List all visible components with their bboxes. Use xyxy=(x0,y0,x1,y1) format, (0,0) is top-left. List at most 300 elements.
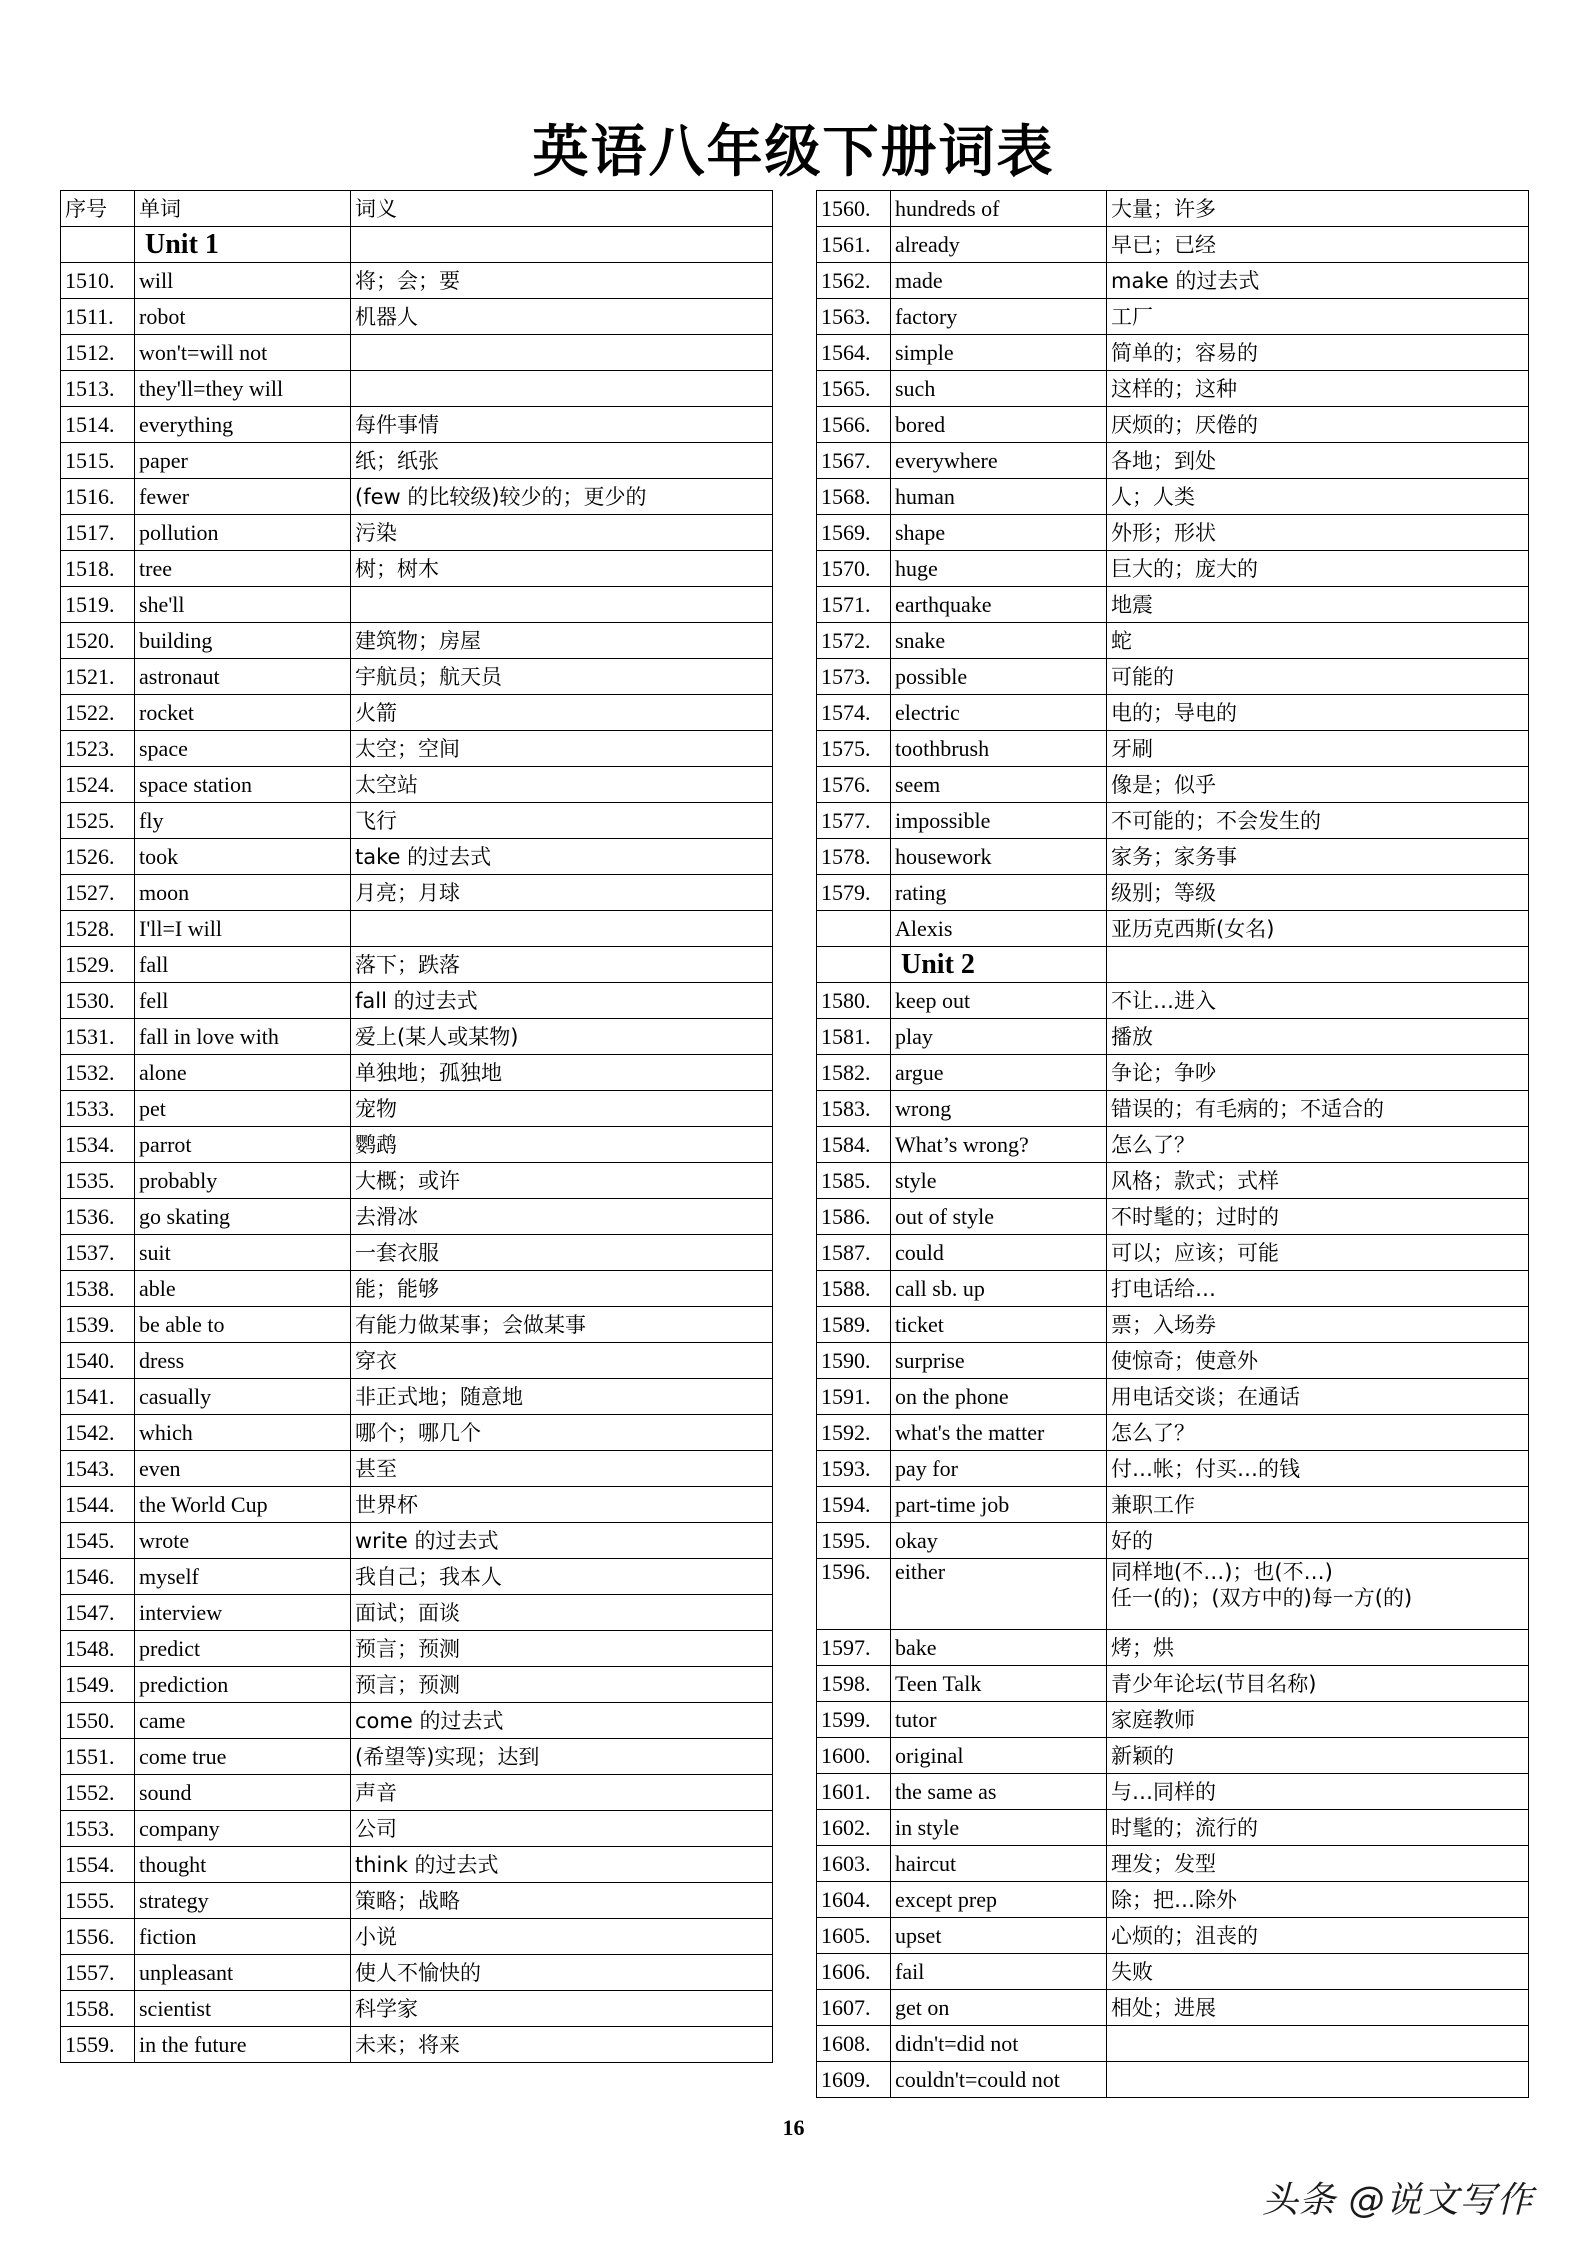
row-number: 1574. xyxy=(817,695,891,731)
table-row xyxy=(61,1703,773,1739)
row-number: 1600. xyxy=(817,1738,891,1774)
vocab-table-left xyxy=(60,190,773,2063)
table-row xyxy=(817,515,1529,551)
word-cell: come true xyxy=(135,1739,351,1775)
word-cell: out of style xyxy=(891,1199,1107,1235)
row-number: 1560. xyxy=(817,191,891,227)
table-row xyxy=(61,1739,773,1775)
row-number: 1587. xyxy=(817,1235,891,1271)
meaning-cell: 像是；似乎 xyxy=(1107,767,1529,803)
row-number: 1539. xyxy=(61,1307,135,1343)
row-number: 1553. xyxy=(61,1811,135,1847)
table-row xyxy=(817,1954,1529,1990)
meaning-cell: 月亮；月球 xyxy=(351,875,773,911)
row-number: 1581. xyxy=(817,1019,891,1055)
meaning-cell: 外形；形状 xyxy=(1107,515,1529,551)
row-number: 1524. xyxy=(61,767,135,803)
table-row xyxy=(61,947,773,983)
table-row xyxy=(817,1127,1529,1163)
meaning-cell: 宠物 xyxy=(351,1091,773,1127)
word-cell: seem xyxy=(891,767,1107,803)
meaning-cell: 用电话交谈；在通话 xyxy=(1107,1379,1529,1415)
word-cell: suit xyxy=(135,1235,351,1271)
unit-row xyxy=(817,947,1529,983)
row-number: 1529. xyxy=(61,947,135,983)
meaning-cell: 一套衣服 xyxy=(351,1235,773,1271)
meaning-cell: (希望等)实现；达到 xyxy=(351,1739,773,1775)
table-row xyxy=(61,299,773,335)
table-row xyxy=(817,1055,1529,1091)
table-row xyxy=(817,1163,1529,1199)
row-number: 1583. xyxy=(817,1091,891,1127)
row-number: 1545. xyxy=(61,1523,135,1559)
table-row xyxy=(817,1235,1529,1271)
word-cell: original xyxy=(891,1738,1107,1774)
table-row xyxy=(61,1883,773,1919)
header-cell: 序号 xyxy=(61,191,135,227)
word-cell: rocket xyxy=(135,695,351,731)
row-number: 1608. xyxy=(817,2026,891,2062)
row-number: 1556. xyxy=(61,1919,135,1955)
table-row xyxy=(61,1307,773,1343)
meaning-cell: 使人不愉快的 xyxy=(351,1955,773,1991)
row-number: 1536. xyxy=(61,1199,135,1235)
word-cell: in style xyxy=(891,1810,1107,1846)
table-row xyxy=(61,1919,773,1955)
table-row xyxy=(61,1271,773,1307)
page-title: 英语八年级下册词表 xyxy=(532,119,1055,185)
table-row xyxy=(61,1127,773,1163)
word-cell: style xyxy=(891,1163,1107,1199)
meaning-cell: 不时髦的；过时的 xyxy=(1107,1199,1529,1235)
table-row xyxy=(817,1451,1529,1487)
word-cell: wrong xyxy=(891,1091,1107,1127)
meaning-cell: 新颖的 xyxy=(1107,1738,1529,1774)
table-header-row xyxy=(61,191,773,227)
meaning-cell: 相处；进展 xyxy=(1107,1990,1529,2026)
header-cell: 单词 xyxy=(135,191,351,227)
table-row xyxy=(61,983,773,1019)
row-number: 1538. xyxy=(61,1271,135,1307)
table-row xyxy=(61,1667,773,1703)
table-row xyxy=(817,983,1529,1019)
row-number: 1525. xyxy=(61,803,135,839)
word-cell: in the future xyxy=(135,2027,351,2063)
meaning-cell: 播放 xyxy=(1107,1019,1529,1055)
table-row xyxy=(817,911,1529,947)
row-number: 1541. xyxy=(61,1379,135,1415)
meaning-cell: 能；能够 xyxy=(351,1271,773,1307)
meaning-cell: 怎么了？ xyxy=(1107,1415,1529,1451)
word-cell: couldn't=could not xyxy=(891,2062,1107,2098)
row-number: 1586. xyxy=(817,1199,891,1235)
table-row xyxy=(817,623,1529,659)
row-number: 1572. xyxy=(817,623,891,659)
row-number xyxy=(817,911,891,947)
table-row xyxy=(61,875,773,911)
row-number: 1571. xyxy=(817,587,891,623)
table-row xyxy=(817,299,1529,335)
table-row xyxy=(61,659,773,695)
table-row xyxy=(61,1199,773,1235)
word-cell: huge xyxy=(891,551,1107,587)
row-number: 1585. xyxy=(817,1163,891,1199)
row-number: 1599. xyxy=(817,1702,891,1738)
table-row xyxy=(61,407,773,443)
meaning-cell: 我自己；我本人 xyxy=(351,1559,773,1595)
row-number: 1520. xyxy=(61,623,135,659)
word-cell: they'll=they will xyxy=(135,371,351,407)
row-number: 1540. xyxy=(61,1343,135,1379)
table-row xyxy=(61,371,773,407)
meaning-cell: 巨大的；庞大的 xyxy=(1107,551,1529,587)
word-cell: such xyxy=(891,371,1107,407)
meaning-cell: 树；树木 xyxy=(351,551,773,587)
meaning-cell: 太空站 xyxy=(351,767,773,803)
word-cell: ticket xyxy=(891,1307,1107,1343)
table-row xyxy=(61,479,773,515)
table-row xyxy=(817,335,1529,371)
word-cell: paper xyxy=(135,443,351,479)
meaning-cell: 面试；面谈 xyxy=(351,1595,773,1631)
meaning-cell: 牙刷 xyxy=(1107,731,1529,767)
meaning-cell: 爱上(某人或某物) xyxy=(351,1019,773,1055)
table-row xyxy=(61,839,773,875)
table-row xyxy=(61,263,773,299)
table-row xyxy=(61,1451,773,1487)
meaning-cell: 火箭 xyxy=(351,695,773,731)
table-row xyxy=(61,1811,773,1847)
row-number: 1605. xyxy=(817,1918,891,1954)
table-row xyxy=(817,767,1529,803)
word-cell: prediction xyxy=(135,1667,351,1703)
table-row xyxy=(61,1991,773,2027)
meaning-cell: 工厂 xyxy=(1107,299,1529,335)
word-cell: toothbrush xyxy=(891,731,1107,767)
meaning-cell: 穿衣 xyxy=(351,1343,773,1379)
unit-row xyxy=(61,227,773,263)
row-number: 1523. xyxy=(61,731,135,767)
row-number: 1564. xyxy=(817,335,891,371)
meaning-cell xyxy=(1107,2026,1529,2062)
row-number: 1582. xyxy=(817,1055,891,1091)
row-number: 1555. xyxy=(61,1883,135,1919)
table-row xyxy=(61,1379,773,1415)
row-number: 1554. xyxy=(61,1847,135,1883)
meaning-cell: 错误的；有毛病的；不适合的 xyxy=(1107,1091,1529,1127)
meaning-cell: 厌烦的；厌倦的 xyxy=(1107,407,1529,443)
row-number xyxy=(61,227,135,263)
row-number: 1549. xyxy=(61,1667,135,1703)
meaning-cell: take 的过去式 xyxy=(351,839,773,875)
table-row xyxy=(817,839,1529,875)
table-row xyxy=(817,731,1529,767)
row-number: 1547. xyxy=(61,1595,135,1631)
row-number: 1566. xyxy=(817,407,891,443)
row-number: 1598. xyxy=(817,1666,891,1702)
table-row xyxy=(61,1559,773,1595)
word-cell: snake xyxy=(891,623,1107,659)
word-cell: possible xyxy=(891,659,1107,695)
row-number: 1601. xyxy=(817,1774,891,1810)
table-row xyxy=(817,1523,1529,1559)
meaning-cell: 好的 xyxy=(1107,1523,1529,1559)
table-row xyxy=(817,1019,1529,1055)
table-row xyxy=(817,659,1529,695)
row-number: 1557. xyxy=(61,1955,135,1991)
meaning-cell: 风格；款式；式样 xyxy=(1107,1163,1529,1199)
word-cell: company xyxy=(135,1811,351,1847)
meaning-cell: 声音 xyxy=(351,1775,773,1811)
table-row xyxy=(61,1523,773,1559)
meaning-cell: 理发；发型 xyxy=(1107,1846,1529,1882)
meaning-cell: 科学家 xyxy=(351,1991,773,2027)
row-number: 1588. xyxy=(817,1271,891,1307)
meaning-cell xyxy=(351,335,773,371)
vocab-table-right xyxy=(816,190,1529,2098)
row-number: 1542. xyxy=(61,1415,135,1451)
table-row xyxy=(817,1307,1529,1343)
word-cell: predict xyxy=(135,1631,351,1667)
row-number: 1535. xyxy=(61,1163,135,1199)
meaning-cell: 可以；应该；可能 xyxy=(1107,1235,1529,1271)
word-cell: building xyxy=(135,623,351,659)
meaning-cell: 电的；导电的 xyxy=(1107,695,1529,731)
table-row xyxy=(817,1630,1529,1666)
row-number: 1510. xyxy=(61,263,135,299)
table-row xyxy=(61,551,773,587)
table-row xyxy=(817,587,1529,623)
table-row xyxy=(817,695,1529,731)
word-cell: will xyxy=(135,263,351,299)
word-cell: simple xyxy=(891,335,1107,371)
table-row xyxy=(61,695,773,731)
meaning-cell: 污染 xyxy=(351,515,773,551)
table-row xyxy=(61,1775,773,1811)
table-row xyxy=(61,767,773,803)
table-row xyxy=(817,551,1529,587)
meaning-cell: 除；把…除外 xyxy=(1107,1882,1529,1918)
row-number: 1595. xyxy=(817,1523,891,1559)
row-number: 1592. xyxy=(817,1415,891,1451)
meaning-cell: 大概；或许 xyxy=(351,1163,773,1199)
meaning-cell: 哪个；哪几个 xyxy=(351,1415,773,1451)
row-number: 1597. xyxy=(817,1630,891,1666)
table-row xyxy=(817,1199,1529,1235)
word-cell: human xyxy=(891,479,1107,515)
row-number: 1512. xyxy=(61,335,135,371)
word-cell: everything xyxy=(135,407,351,443)
row-number: 1534. xyxy=(61,1127,135,1163)
meaning-line: 同样地(不…)；也(不…) xyxy=(1111,1560,1333,1584)
meaning-cell: 级别；等级 xyxy=(1107,875,1529,911)
table-row xyxy=(61,1091,773,1127)
row-number: 1546. xyxy=(61,1559,135,1595)
row-number: 1604. xyxy=(817,1882,891,1918)
meaning-cell xyxy=(351,911,773,947)
row-number: 1559. xyxy=(61,2027,135,2063)
table-row xyxy=(817,371,1529,407)
row-number: 1552. xyxy=(61,1775,135,1811)
table-row xyxy=(61,1343,773,1379)
table-row xyxy=(817,1487,1529,1523)
meaning-line: 任一(的)；(双方中的)每一方(的) xyxy=(1111,1586,1413,1610)
word-cell: I'll=I will xyxy=(135,911,351,947)
word-cell: except prep xyxy=(891,1882,1107,1918)
word-cell: the World Cup xyxy=(135,1487,351,1523)
word-cell: space xyxy=(135,731,351,767)
table-row xyxy=(817,1990,1529,2026)
meaning-cell: 早已；已经 xyxy=(1107,227,1529,263)
word-cell: upset xyxy=(891,1918,1107,1954)
word-cell: fall xyxy=(135,947,351,983)
word-cell: Alexis xyxy=(891,911,1107,947)
meaning-cell: 去滑冰 xyxy=(351,1199,773,1235)
word-cell: impossible xyxy=(891,803,1107,839)
meaning-cell: 时髦的；流行的 xyxy=(1107,1810,1529,1846)
row-number: 1516. xyxy=(61,479,135,515)
meaning-cell: 这样的；这种 xyxy=(1107,371,1529,407)
table-row xyxy=(817,2026,1529,2062)
word-cell: fail xyxy=(891,1954,1107,1990)
row-number: 1590. xyxy=(817,1343,891,1379)
word-cell: argue xyxy=(891,1055,1107,1091)
meaning-cell: 策略；战略 xyxy=(351,1883,773,1919)
word-cell: fly xyxy=(135,803,351,839)
word-cell: wrote xyxy=(135,1523,351,1559)
word-cell: came xyxy=(135,1703,351,1739)
word-cell: be able to xyxy=(135,1307,351,1343)
meaning-cell: 心烦的；沮丧的 xyxy=(1107,1918,1529,1954)
table-row xyxy=(61,1415,773,1451)
word-cell: unpleasant xyxy=(135,1955,351,1991)
word-cell: parrot xyxy=(135,1127,351,1163)
row-number: 1607. xyxy=(817,1990,891,2026)
table-row xyxy=(61,623,773,659)
meaning-cell: 单独地；孤独地 xyxy=(351,1055,773,1091)
meaning-cell: 飞行 xyxy=(351,803,773,839)
meaning-cell: 落下；跌落 xyxy=(351,947,773,983)
word-cell: which xyxy=(135,1415,351,1451)
meaning-cell: 纸；纸张 xyxy=(351,443,773,479)
word-cell: call sb. up xyxy=(891,1271,1107,1307)
meaning-cell: come 的过去式 xyxy=(351,1703,773,1739)
word-cell: casually xyxy=(135,1379,351,1415)
row-number: 1568. xyxy=(817,479,891,515)
row-number: 1565. xyxy=(817,371,891,407)
row-number: 1596. xyxy=(817,1559,891,1630)
word-cell: What’s wrong? xyxy=(891,1127,1107,1163)
word-cell: okay xyxy=(891,1523,1107,1559)
word-cell: already xyxy=(891,227,1107,263)
word-cell: pet xyxy=(135,1091,351,1127)
table-row xyxy=(817,1559,1529,1630)
word-cell: won't=will not xyxy=(135,335,351,371)
row-number: 1522. xyxy=(61,695,135,731)
word-cell: get on xyxy=(891,1990,1107,2026)
table-row xyxy=(817,407,1529,443)
row-number: 1517. xyxy=(61,515,135,551)
meaning-cell: 各地；到处 xyxy=(1107,443,1529,479)
table-row xyxy=(61,1595,773,1631)
meaning-cell: 打电话给… xyxy=(1107,1271,1529,1307)
meaning-cell: (few 的比较级)较少的；更少的 xyxy=(351,479,773,515)
row-number: 1521. xyxy=(61,659,135,695)
table-row xyxy=(61,1847,773,1883)
word-cell: fall in love with xyxy=(135,1019,351,1055)
meaning-cell: 青少年论坛(节目名称) xyxy=(1107,1666,1529,1702)
row-number: 1584. xyxy=(817,1127,891,1163)
table-row xyxy=(61,1631,773,1667)
meaning-cell: 鹦鹉 xyxy=(351,1127,773,1163)
row-number: 1577. xyxy=(817,803,891,839)
word-cell: on the phone xyxy=(891,1379,1107,1415)
row-number: 1511. xyxy=(61,299,135,335)
word-cell: alone xyxy=(135,1055,351,1091)
word-cell: even xyxy=(135,1451,351,1487)
word-cell: took xyxy=(135,839,351,875)
word-cell: pollution xyxy=(135,515,351,551)
table-row xyxy=(61,587,773,623)
meaning-cell: 公司 xyxy=(351,1811,773,1847)
row-number: 1519. xyxy=(61,587,135,623)
meaning-cell: 世界杯 xyxy=(351,1487,773,1523)
meaning-cell: 不可能的；不会发生的 xyxy=(1107,803,1529,839)
word-cell: could xyxy=(891,1235,1107,1271)
meaning-cell: 家务；家务事 xyxy=(1107,839,1529,875)
table-row xyxy=(61,335,773,371)
header-cell: 词义 xyxy=(351,191,773,227)
row-number: 1576. xyxy=(817,767,891,803)
row-number: 1591. xyxy=(817,1379,891,1415)
word-cell: tutor xyxy=(891,1702,1107,1738)
row-number: 1589. xyxy=(817,1307,891,1343)
row-number: 1567. xyxy=(817,443,891,479)
meaning-cell: make 的过去式 xyxy=(1107,263,1529,299)
word-cell: strategy xyxy=(135,1883,351,1919)
meaning-cell: think 的过去式 xyxy=(351,1847,773,1883)
table-row xyxy=(61,803,773,839)
unit-heading: Unit 1 xyxy=(135,227,351,263)
meaning-cell xyxy=(1107,2062,1529,2098)
meaning-cell: 付…帐；付买…的钱 xyxy=(1107,1451,1529,1487)
table-row xyxy=(817,1702,1529,1738)
row-number: 1548. xyxy=(61,1631,135,1667)
word-cell: haircut xyxy=(891,1846,1107,1882)
meaning-cell xyxy=(351,587,773,623)
row-number: 1569. xyxy=(817,515,891,551)
word-cell: bake xyxy=(891,1630,1107,1666)
word-cell: moon xyxy=(135,875,351,911)
word-cell: surprise xyxy=(891,1343,1107,1379)
row-number: 1544. xyxy=(61,1487,135,1523)
row-number: 1530. xyxy=(61,983,135,1019)
table-row xyxy=(61,1055,773,1091)
word-cell: dress xyxy=(135,1343,351,1379)
word-cell: shape xyxy=(891,515,1107,551)
row-number: 1531. xyxy=(61,1019,135,1055)
table-row xyxy=(817,263,1529,299)
word-cell: robot xyxy=(135,299,351,335)
word-cell: factory xyxy=(891,299,1107,335)
meaning-cell: 使惊奇；使意外 xyxy=(1107,1343,1529,1379)
table-row xyxy=(61,2027,773,2063)
meaning-cell: 大量；许多 xyxy=(1107,191,1529,227)
table-row xyxy=(61,1955,773,1991)
table-row xyxy=(817,1738,1529,1774)
row-number: 1513. xyxy=(61,371,135,407)
word-cell: pay for xyxy=(891,1451,1107,1487)
